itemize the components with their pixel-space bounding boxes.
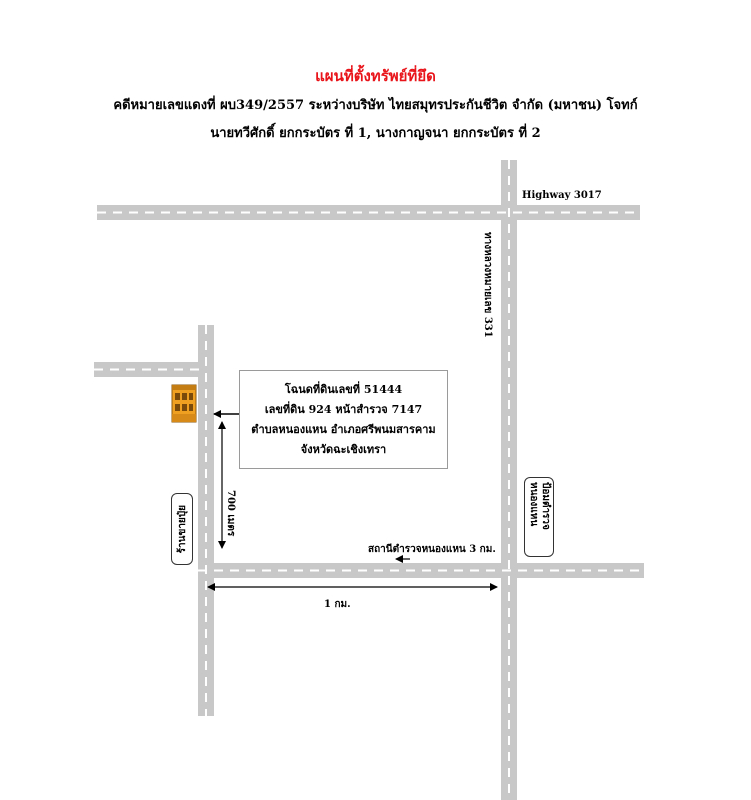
highway-label: Highway 3017 bbox=[522, 190, 602, 201]
distance-1km-label: 1 กม. bbox=[324, 599, 351, 610]
police-box-label-box bbox=[524, 477, 554, 557]
distance-700-label: 700 เมตร bbox=[225, 490, 236, 537]
map-title: แผนที่ตั้งทรัพย์ที่ยึด bbox=[315, 67, 436, 85]
land-number: เลขที่ดิน 924 หน้าสำรวจ 7147 bbox=[264, 402, 423, 416]
case-line-2: นายทวีศักดิ์ ยกกระบัตร ที่ 1, นางกาญจนา ยกกระบัตร ที่ 2 bbox=[210, 126, 541, 141]
shop-label-box bbox=[171, 493, 193, 565]
shop-label: ร้านขายปุ๋ย bbox=[176, 504, 188, 554]
property-info-box bbox=[239, 370, 448, 469]
road-center-lines bbox=[94, 160, 644, 800]
roads bbox=[94, 160, 644, 800]
subdistrict-district: ตำบลหนองแหน อำเภอศรีพนมสารคาม bbox=[251, 422, 436, 436]
police-station-label: สถานีตำรวจหนองแหน 3 กม. bbox=[368, 544, 496, 555]
deed-number: โฉนดที่ดินเลขที่ 51444 bbox=[284, 382, 403, 396]
police-box-label: ป้อมตำรวจ หนองแหน bbox=[528, 482, 551, 530]
road-331-label: ทางหลวงหมายเลข 331 bbox=[482, 232, 493, 338]
case-line-1: คดีหมายเลขแดงที่ ผบ349/2557 ระหว่างบริษัท ไทยสมุทรประกันชีวิต จำกัด (มหาชน) โจทก์ bbox=[113, 98, 638, 113]
house-icon bbox=[172, 385, 196, 422]
province: จังหวัดฉะเชิงเทรา bbox=[300, 442, 387, 456]
